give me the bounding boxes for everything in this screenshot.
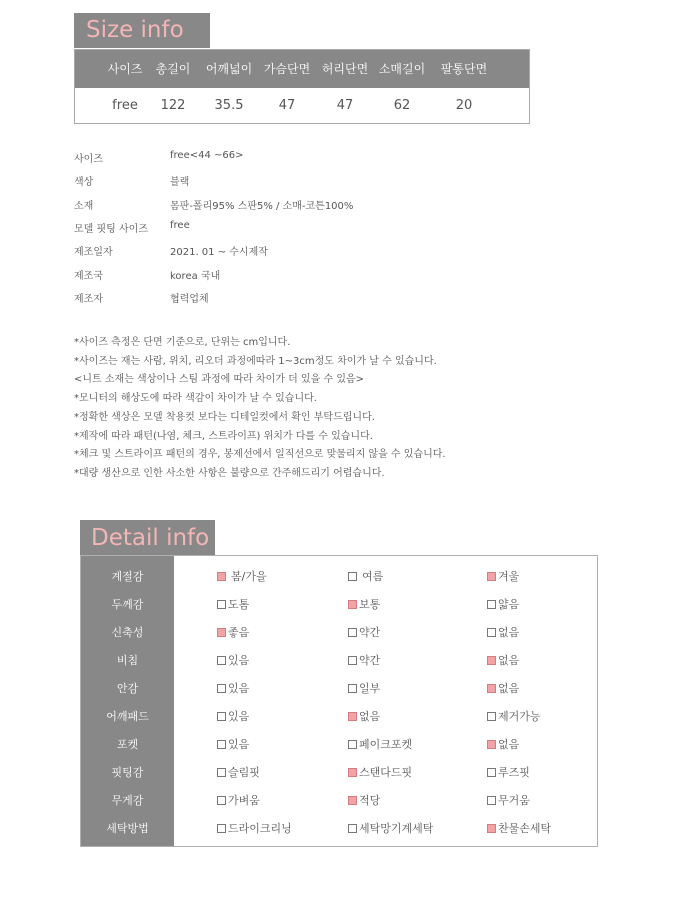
detail-option-label: 없음 [498, 682, 520, 695]
detail-row-label: 세탁방법 [106, 822, 149, 835]
detail-option-label: 얇음 [498, 598, 520, 611]
detail-option-label: 슬림핏 [228, 766, 260, 779]
size-value-cell: 62 [393, 98, 411, 113]
detail-row [81, 675, 597, 703]
size-info-title: Size info [74, 13, 210, 48]
checked-box-icon [487, 684, 496, 693]
size-header-cell: 허리단면 [321, 62, 369, 76]
detail-row [81, 815, 597, 843]
unchecked-box-icon [217, 712, 226, 721]
size-value-cell: 47 [278, 98, 296, 113]
detail-option-label: 약간 [359, 626, 381, 639]
detail-option-label: 없음 [498, 654, 520, 667]
detail-option-label: 없음 [359, 710, 381, 723]
detail-row [81, 731, 597, 759]
detail-option-label: 약간 [359, 654, 381, 667]
detail-row [81, 563, 597, 591]
detail-option-label: 있음 [228, 682, 250, 695]
checked-box-icon [217, 572, 226, 581]
detail-option-label: 스탠다드핏 [359, 766, 413, 779]
unchecked-box-icon [217, 796, 226, 805]
detail-row-label: 두께감 [111, 598, 144, 611]
unchecked-box-icon [348, 684, 357, 693]
checked-box-icon [487, 824, 496, 833]
detail-option [348, 731, 412, 759]
detail-option [487, 787, 530, 815]
unchecked-box-icon [348, 656, 357, 665]
checked-box-icon [487, 740, 496, 749]
unchecked-box-icon [217, 656, 226, 665]
detail-row-label: 무게감 [111, 794, 144, 807]
detail-option-label: 적당 [359, 794, 381, 807]
size-table-header-row [75, 50, 529, 88]
size-header-cell: 가슴단면 [263, 62, 311, 76]
unchecked-box-icon [348, 824, 357, 833]
checked-box-icon [217, 628, 226, 637]
spec-value: free<44 ~66> [170, 150, 244, 161]
detail-option [487, 731, 519, 759]
detail-option-label: 세탁망기계세탁 [359, 822, 434, 835]
checked-box-icon [348, 712, 357, 721]
unchecked-box-icon [487, 796, 496, 805]
detail-option [217, 647, 249, 675]
detail-row [81, 759, 597, 787]
detail-option [217, 591, 249, 619]
unchecked-box-icon [217, 824, 226, 833]
detail-table [80, 555, 598, 847]
note-line: *모니터의 해상도에 따라 색감이 차이가 날 수 있습니다. [74, 393, 317, 405]
spec-label: 사이즈 [74, 154, 103, 165]
detail-option-label: 무거움 [498, 794, 530, 807]
detail-row [81, 591, 597, 619]
detail-option-label: 있음 [228, 738, 250, 751]
detail-option [487, 591, 519, 619]
detail-row-label: 계절감 [111, 570, 144, 583]
detail-row [81, 787, 597, 815]
detail-option [348, 703, 380, 731]
size-header-cell: 팔통단면 [440, 62, 488, 76]
detail-option [217, 731, 249, 759]
detail-option [348, 591, 380, 619]
detail-option [487, 619, 519, 647]
detail-option-label: 여름 [362, 570, 384, 583]
detail-option-label: 찬물손세탁 [498, 822, 552, 835]
spec-value: 몸판-폴리95% 스판5% / 소매-코튼100% [170, 200, 354, 212]
spec-value: 블랙 [170, 177, 190, 189]
detail-option-label: 드라이크리닝 [228, 822, 292, 835]
detail-option-label: 봄/가을 [231, 570, 267, 583]
detail-option-label: 겨울 [498, 570, 520, 583]
checked-box-icon [487, 656, 496, 665]
detail-option [217, 759, 260, 787]
detail-row-label: 핏팅감 [111, 766, 144, 779]
detail-option [487, 703, 541, 731]
spec-label: 제조국 [74, 270, 103, 282]
detail-option-label: 보통 [359, 598, 381, 611]
size-table [74, 49, 530, 124]
unchecked-box-icon [487, 628, 496, 637]
checked-box-icon [348, 796, 357, 805]
detail-option [348, 647, 380, 675]
detail-info-title: Detail info [80, 520, 215, 556]
size-value-cell: 20 [455, 98, 473, 113]
unchecked-box-icon [217, 768, 226, 777]
size-header-cell: 어깨넓이 [205, 62, 253, 76]
detail-option-label: 제거가능 [498, 710, 541, 723]
detail-option-label: 일부 [359, 682, 381, 695]
spec-value: 협력업체 [170, 293, 209, 305]
note-line: *사이즈는 재는 사람, 위치, 리오더 과정에따라 1~3cm정도 차이가 날 수 있습니다. [74, 355, 437, 367]
detail-option-label: 페이크포켓 [359, 738, 413, 751]
detail-row [81, 703, 597, 731]
spec-label: 제조일자 [74, 247, 113, 259]
detail-option-label: 도톰 [228, 598, 250, 611]
note-line: *대량 생산으로 인한 사소한 사항은 불량으로 간주해드리기 어렵습니다. [74, 467, 385, 479]
unchecked-box-icon [348, 572, 357, 581]
detail-option [217, 619, 249, 647]
detail-row-label: 어깨패드 [106, 710, 149, 723]
detail-option [217, 787, 260, 815]
detail-option-label: 없음 [498, 738, 520, 751]
size-table-value-row [75, 88, 529, 124]
unchecked-box-icon [217, 600, 226, 609]
detail-option [217, 703, 249, 731]
size-header-cell: 사이즈 [107, 62, 143, 76]
checked-box-icon [487, 572, 496, 581]
note-line: <니트 소재는 색상이나 스팀 과정에 따라 차이가 더 있을 수 있음> [74, 374, 365, 386]
detail-option [348, 563, 383, 591]
detail-option [487, 647, 519, 675]
detail-option-label: 있음 [228, 710, 250, 723]
size-value-cell: 122 [160, 98, 186, 113]
detail-option [217, 563, 267, 591]
detail-option [487, 675, 519, 703]
detail-row-label: 안감 [116, 682, 139, 695]
detail-row-label: 비침 [116, 654, 139, 667]
spec-label: 모델 핏팅 사이즈 [74, 223, 148, 235]
detail-option [348, 815, 433, 843]
detail-row [81, 647, 597, 675]
detail-option-label: 가벼움 [228, 794, 260, 807]
note-line: *체크 및 스트라이프 패턴의 경우, 봉제선에서 일직선으로 맞물리지 않을 수 있습니다. [74, 449, 446, 461]
detail-option [348, 675, 380, 703]
detail-row-label: 포켓 [116, 738, 139, 751]
checked-box-icon [348, 768, 357, 777]
unchecked-box-icon [487, 768, 496, 777]
detail-option-label: 없음 [498, 626, 520, 639]
detail-option [487, 815, 551, 843]
note-line: *정확한 색상은 모델 착용컷 보다는 디테일컷에서 확인 부탁드립니다. [74, 411, 375, 423]
detail-option [348, 759, 412, 787]
spec-value: free [170, 219, 190, 231]
unchecked-box-icon [487, 600, 496, 609]
detail-row-label: 신축성 [111, 626, 144, 639]
detail-option [217, 815, 292, 843]
unchecked-box-icon [348, 628, 357, 637]
detail-option [487, 563, 519, 591]
spec-value: 2021. 01 ~ 수시제작 [170, 247, 268, 259]
size-value-cell: free [112, 98, 138, 113]
detail-row [81, 619, 597, 647]
spec-label: 소재 [74, 200, 94, 212]
spec-label: 색상 [74, 177, 94, 189]
size-header-cell: 총길이 [155, 62, 191, 76]
note-line: *사이즈 측정은 단면 기준으로, 단위는 cm입니다. [74, 337, 291, 348]
size-value-cell: 35.5 [214, 98, 244, 113]
checked-box-icon [348, 600, 357, 609]
detail-option [348, 619, 380, 647]
size-value-cell: 47 [336, 98, 354, 113]
detail-option-label: 루즈핏 [498, 766, 530, 779]
detail-option [487, 759, 530, 787]
detail-option-label: 있음 [228, 654, 250, 667]
unchecked-box-icon [487, 712, 496, 721]
detail-option [217, 675, 249, 703]
detail-option [348, 787, 380, 815]
unchecked-box-icon [217, 684, 226, 693]
size-header-cell: 소매길이 [378, 62, 426, 76]
detail-option-label: 좋음 [228, 626, 250, 639]
spec-value: korea 국내 [170, 270, 221, 282]
unchecked-box-icon [348, 740, 357, 749]
note-line: *제작에 따라 패턴(나염, 체크, 스트라이프) 위치가 다를 수 있습니다. [74, 430, 373, 442]
unchecked-box-icon [217, 740, 226, 749]
spec-label: 제조자 [74, 293, 103, 305]
